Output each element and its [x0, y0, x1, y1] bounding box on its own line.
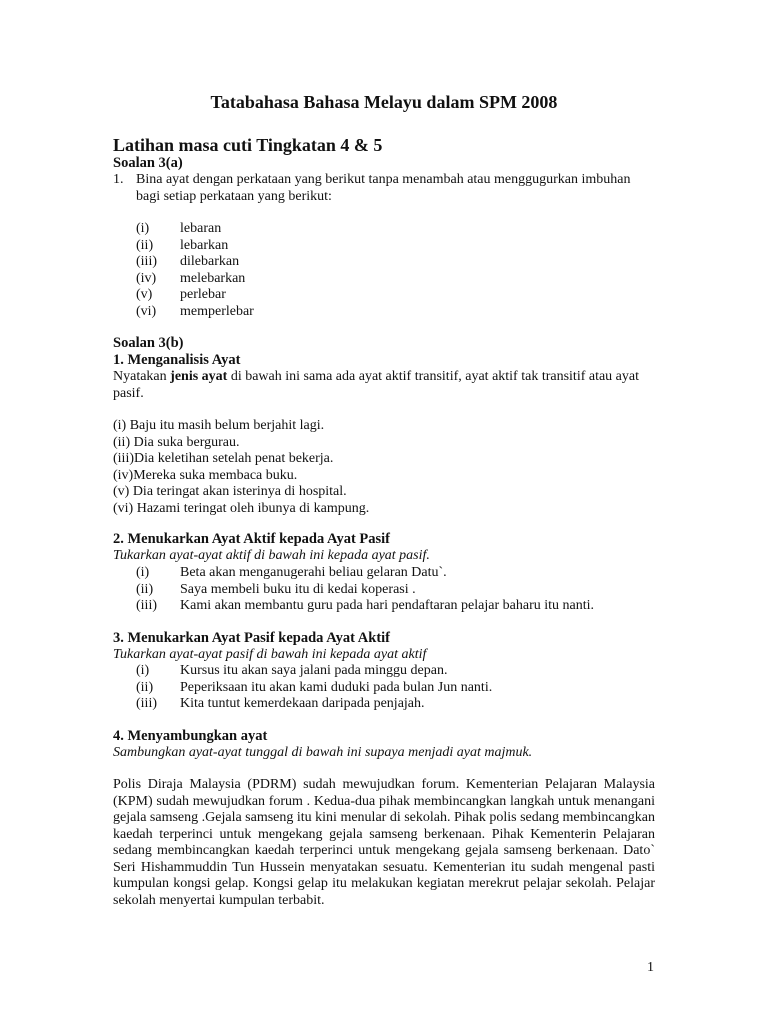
list-item: (i) lebaran: [136, 221, 222, 236]
document-title: Tatabahasa Bahasa Melayu dalam SPM 2008: [210, 92, 558, 112]
list-item: (ii) lebarkan: [136, 237, 229, 253]
list-item: (iii) Kita tuntut kemerdekaan daripada penjajah.: [136, 696, 425, 711]
sub1-heading: 1. Menganalisis Ayat: [113, 352, 241, 368]
sub3-heading: 3. Menukarkan Ayat Pasif kepada Ayat Aktif: [113, 630, 391, 646]
list-item: (iv)Mereka suka membaca buku.: [113, 467, 298, 483]
list-item: (i) Baju itu masih belum berjahit lagi.: [113, 418, 325, 433]
list-item: (ii) Peperiksaan itu akan kami duduki pada bulan Jun nanti.: [136, 679, 493, 695]
sub2-instruction: Tukarkan ayat-ayat aktif di bawah ini kepada ayat pasif.: [113, 548, 430, 563]
list-item: (vi) memperlebar: [136, 303, 254, 319]
sub3-list: [136, 663, 656, 713]
sub4-instruction: Sambungkan ayat-ayat tunggal di bawah ini supaya menjadi ayat majmuk.: [113, 745, 533, 760]
section-3a-heading: Soalan 3(a): [113, 155, 183, 171]
sub2-list: [136, 565, 656, 615]
list-item: (iv) melebarkan: [136, 270, 246, 286]
page-number: 1: [647, 960, 654, 975]
list-item: (i) Kursus itu akan saya jalani pada minggu depan.: [136, 663, 448, 678]
list-item: (i) Beta akan menganugerahi beliau gelaran Datu`.: [136, 565, 447, 580]
sub4-paragraph: Polis Diraja Malaysia (PDRM) sudah mewujudkan forum. Kementerian Pelajaran Malaysia (KPM) sudah mewujudkan forum . Kedua-dua pihak membincangkan langkah untuk menangani gejala samseng .Gejala samseng itu kini menular di sekolah. Pihak polis sedang membincangkan kaedah terperinci untuk mengekang gejala samseng berkenaan. Pihak Kementerin Pelajaran sedang membincangkan kaedah terperinci untuk mengekang gejala samseng berkenaan. Dato` Seri Hishammuddin Tun Hussein menyatakan sesuatu. Kementerian itu sudah mengenal pasti kumpulan kongsi gelap. Kongsi gelap itu melakukan kegiatan merekrut pelajar sekolah. Pelajar sekolah menyertai kumpulan terbabit.: [113, 777, 655, 908]
list-item: (vi) Hazami teringat oleh ibunya di kampung.: [113, 500, 370, 516]
exercise-subtitle: Latihan masa cuti Tingkatan 4 & 5: [113, 135, 383, 155]
question-number: 1.: [113, 172, 124, 187]
question-text: Bina ayat dengan perkataan yang berikut tanpa menambah atau menggugurkan imbuhan bagi setiap perkataan yang berikut:: [136, 172, 631, 204]
sub1-instruction: Nyatakan jenis ayat di bawah ini sama ada ayat aktif transitif, ayat aktif tak transitif atau ayat pasif.: [113, 369, 640, 401]
sub2-heading: 2. Menukarkan Ayat Aktif kepada Ayat Pasif: [113, 531, 391, 547]
list-item: (iii)Dia keletihan setelah penat bekerja.: [113, 451, 334, 466]
word-list: [136, 221, 436, 320]
list-item: (ii) Saya membeli buku itu di kedai koperasi .: [136, 581, 416, 597]
list-item: (iii) dilebarkan: [136, 254, 240, 269]
list-item: (v) Dia teringat akan isterinya di hospital.: [113, 484, 347, 499]
section-3b-heading: Soalan 3(b): [113, 335, 184, 351]
sentence-list: [113, 418, 613, 517]
list-item: (ii) Dia suka bergurau.: [113, 434, 240, 450]
list-item: (iii) Kami akan membantu guru pada hari pendaftaran pelajar baharu itu nanti.: [136, 598, 594, 613]
sub3-instruction: Tukarkan ayat-ayat pasif di bawah ini kepada ayat aktif: [113, 647, 427, 662]
sub4-heading: 4. Menyambungkan ayat: [113, 728, 268, 744]
list-item: (v) perlebar: [136, 287, 226, 302]
